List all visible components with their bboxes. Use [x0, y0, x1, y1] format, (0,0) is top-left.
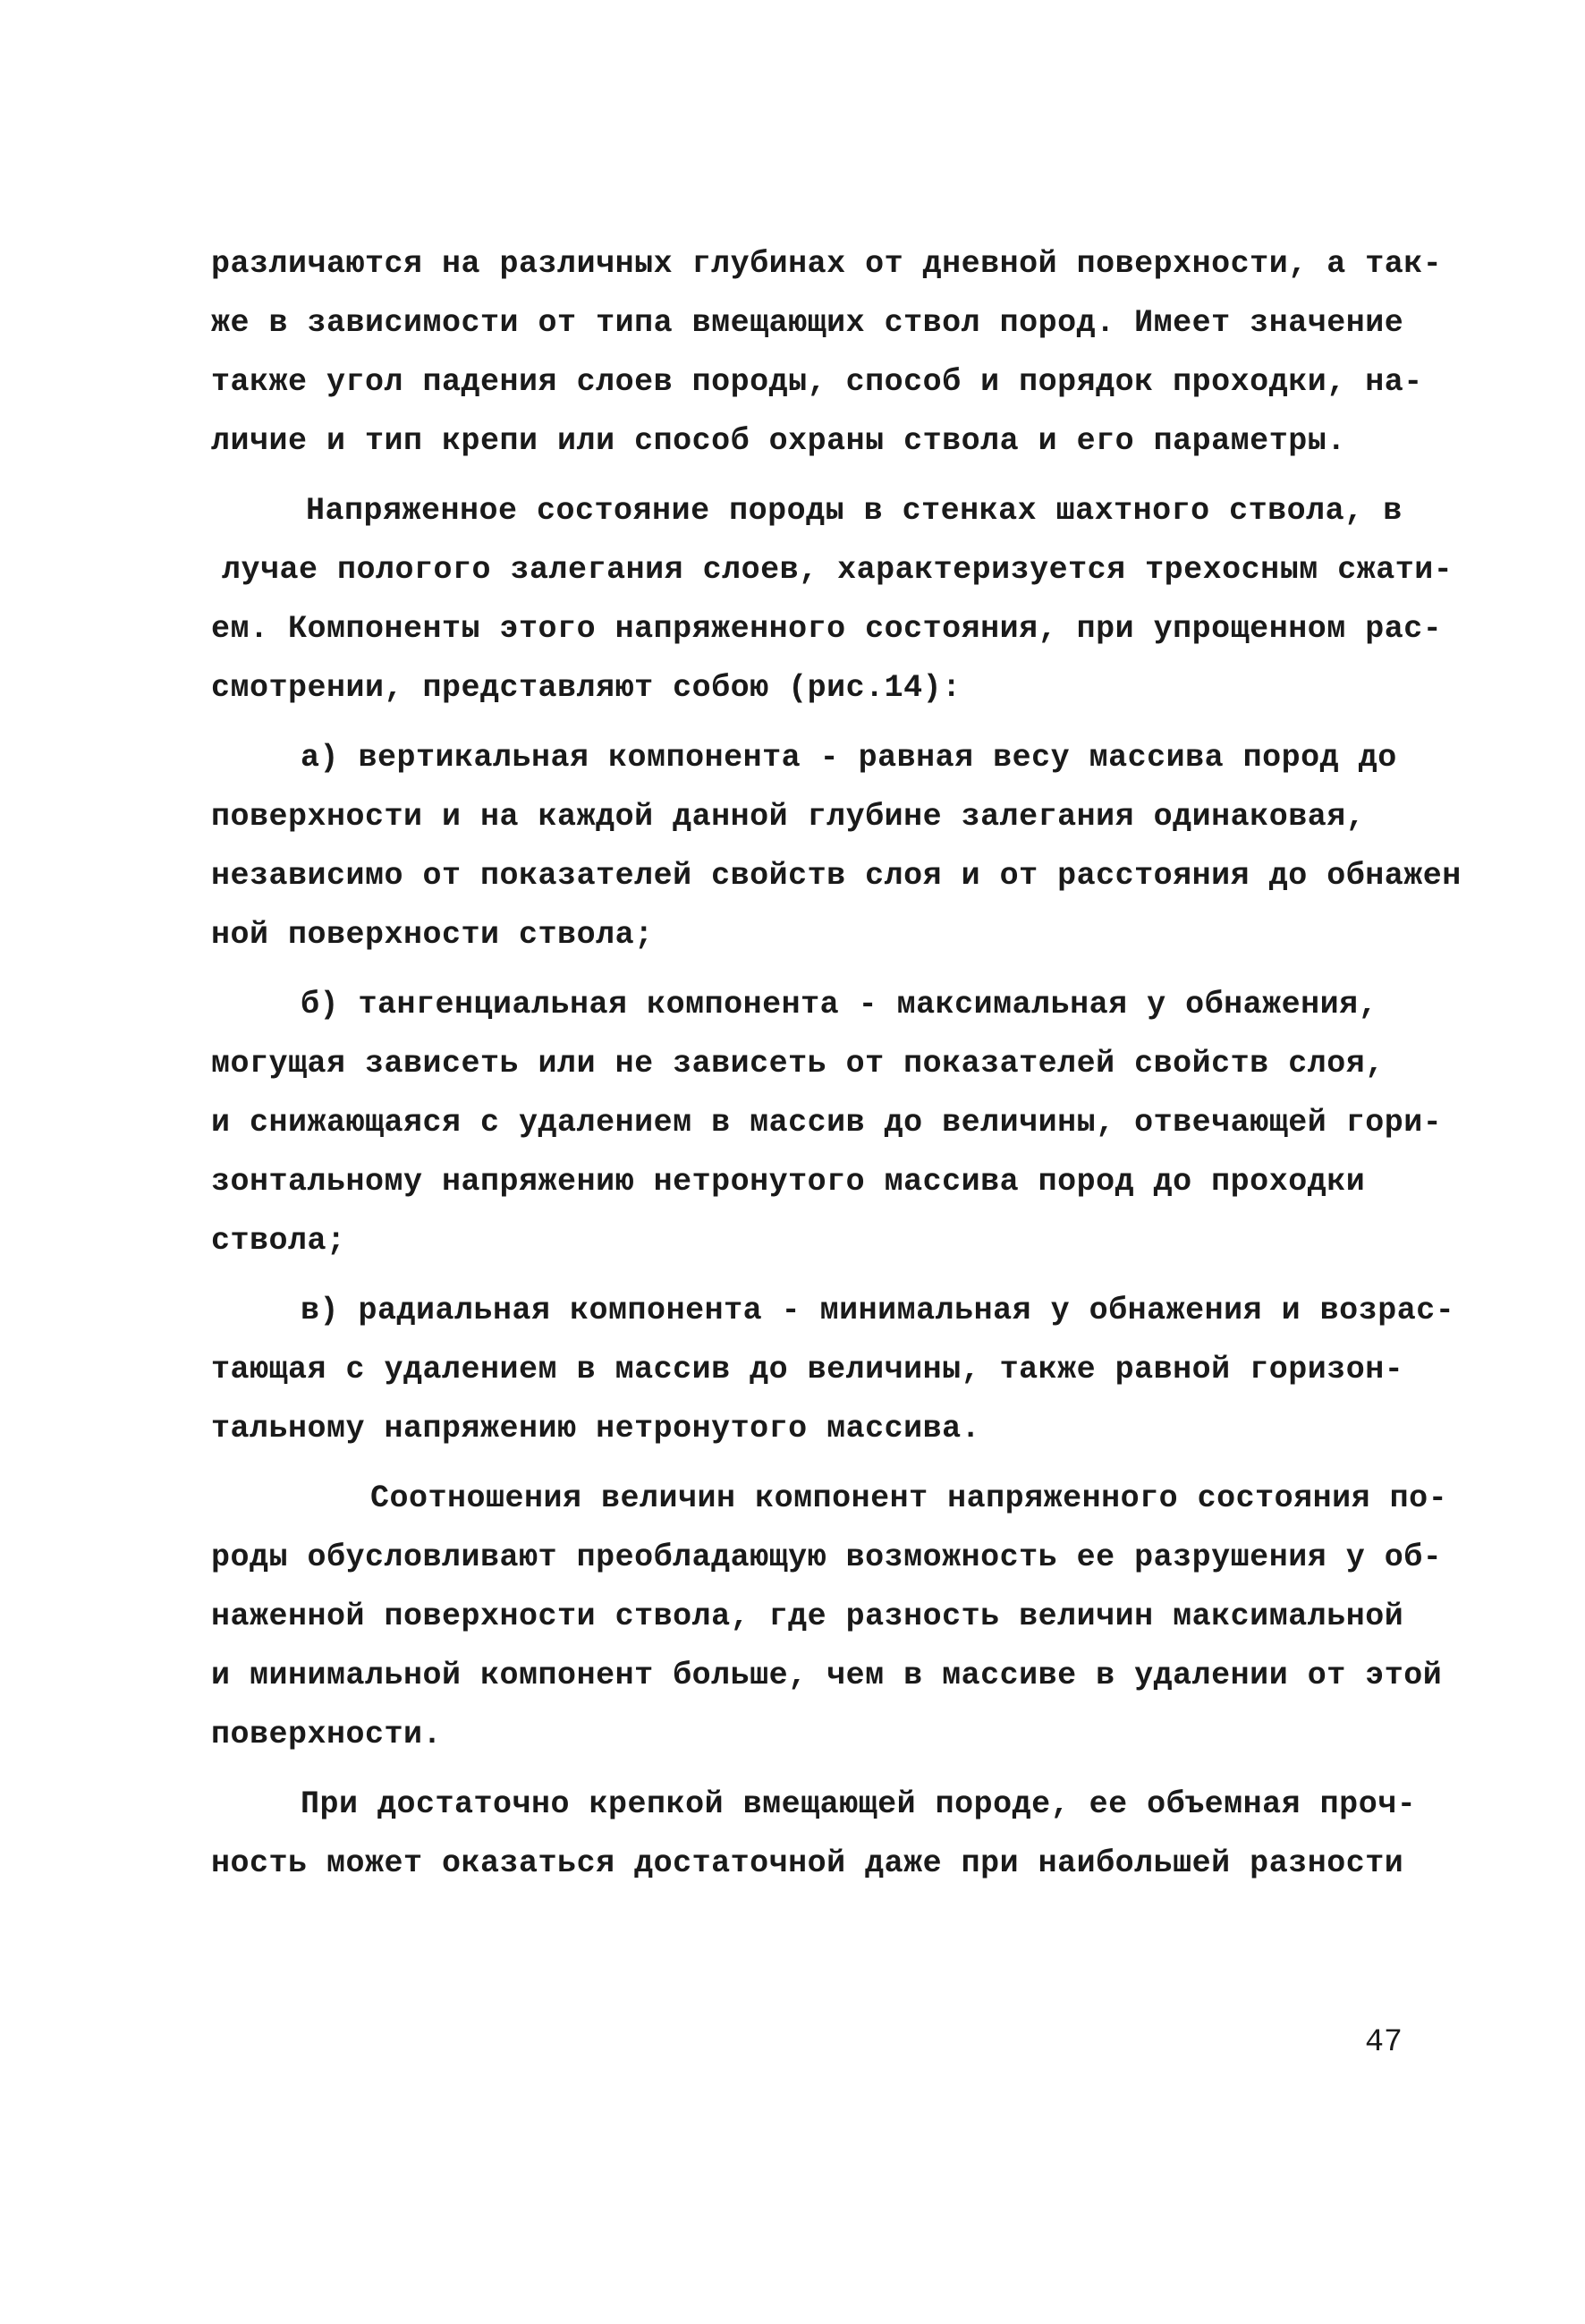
text-line: в) радиальная компонента - минимальная у обнажения и возрас- — [301, 1293, 1455, 1328]
text-line: ем. Компоненты этого напряженного состояния, при упрощенном рас- — [211, 611, 1443, 647]
text-line: могущая зависеть или не зависеть от показателей свойств слоя, — [211, 1046, 1385, 1081]
text-line: а) вертикальная компонента - равная весу массива пород до — [301, 740, 1397, 776]
text-line: ствола; — [211, 1223, 346, 1259]
text-line: При достаточно крепкой вмещающей породе, ее объемная проч- — [301, 1786, 1417, 1822]
paragraph — [211, 234, 1443, 471]
paragraph — [211, 975, 1443, 1270]
text-line: поверхности. — [211, 1717, 443, 1752]
paragraph — [211, 1469, 1448, 1764]
text-line: тальному напряжению нетронутого массива. — [211, 1411, 981, 1446]
text-line: и снижающаяся с удалением в массив до величины, отвечающей гори- — [211, 1105, 1443, 1141]
text-line: Напряженное состояние породы в стенках шахтного ствола, в — [306, 493, 1403, 529]
text-line: б) тангенциальная компонента - максимальная у обнажения, — [301, 987, 1378, 1022]
paragraph — [211, 728, 1462, 964]
text-line: также угол падения слоев породы, способ и порядок проходки, на- — [211, 364, 1423, 400]
text-line: различаются на различных глубинах от дневной поверхности, а так- — [211, 246, 1443, 282]
text-line: и минимальной компонент больше, чем в массиве в удалении от этой — [211, 1658, 1443, 1693]
text-line: наженной поверхности ствола, где разность величин максимальной — [211, 1599, 1404, 1634]
paragraph — [211, 1775, 1417, 1893]
paragraph — [211, 481, 1454, 717]
text-line: роды обусловливают преобладающую возможность ее разрушения у об- — [211, 1539, 1443, 1575]
text-line: смотрении, представляют собою (рис.14): — [211, 670, 962, 706]
text-line: лучае пологого залегания слоев, характеризуется трехосным сжати- — [222, 552, 1454, 588]
text-line: независимо от показателей свойств слоя и от расстояния до обнажен — [211, 858, 1462, 894]
page-number: 47 — [1365, 2024, 1403, 2060]
paragraph — [211, 1281, 1455, 1458]
text-line: ной поверхности ствола; — [211, 917, 654, 953]
text-line: ность может оказаться достаточной даже при наибольшей разности — [211, 1845, 1404, 1881]
text-line: поверхности и на каждой данной глубине залегания одинаковая, — [211, 799, 1366, 835]
text-line: же в зависимости от типа вмещающих ствол пород. Имеет значение — [211, 305, 1404, 341]
body-text — [211, 234, 1462, 1893]
text-line: Соотношения величин компонент напряженного состояния по- — [370, 1480, 1448, 1516]
text-line: зонтальному напряжению нетронутого массива пород до проходки — [211, 1164, 1366, 1200]
text-line: личие и тип крепи или способ охраны ствола и его параметры. — [211, 423, 1346, 459]
text-line: тающая с удалением в массив до величины, также равной горизон- — [211, 1352, 1404, 1387]
